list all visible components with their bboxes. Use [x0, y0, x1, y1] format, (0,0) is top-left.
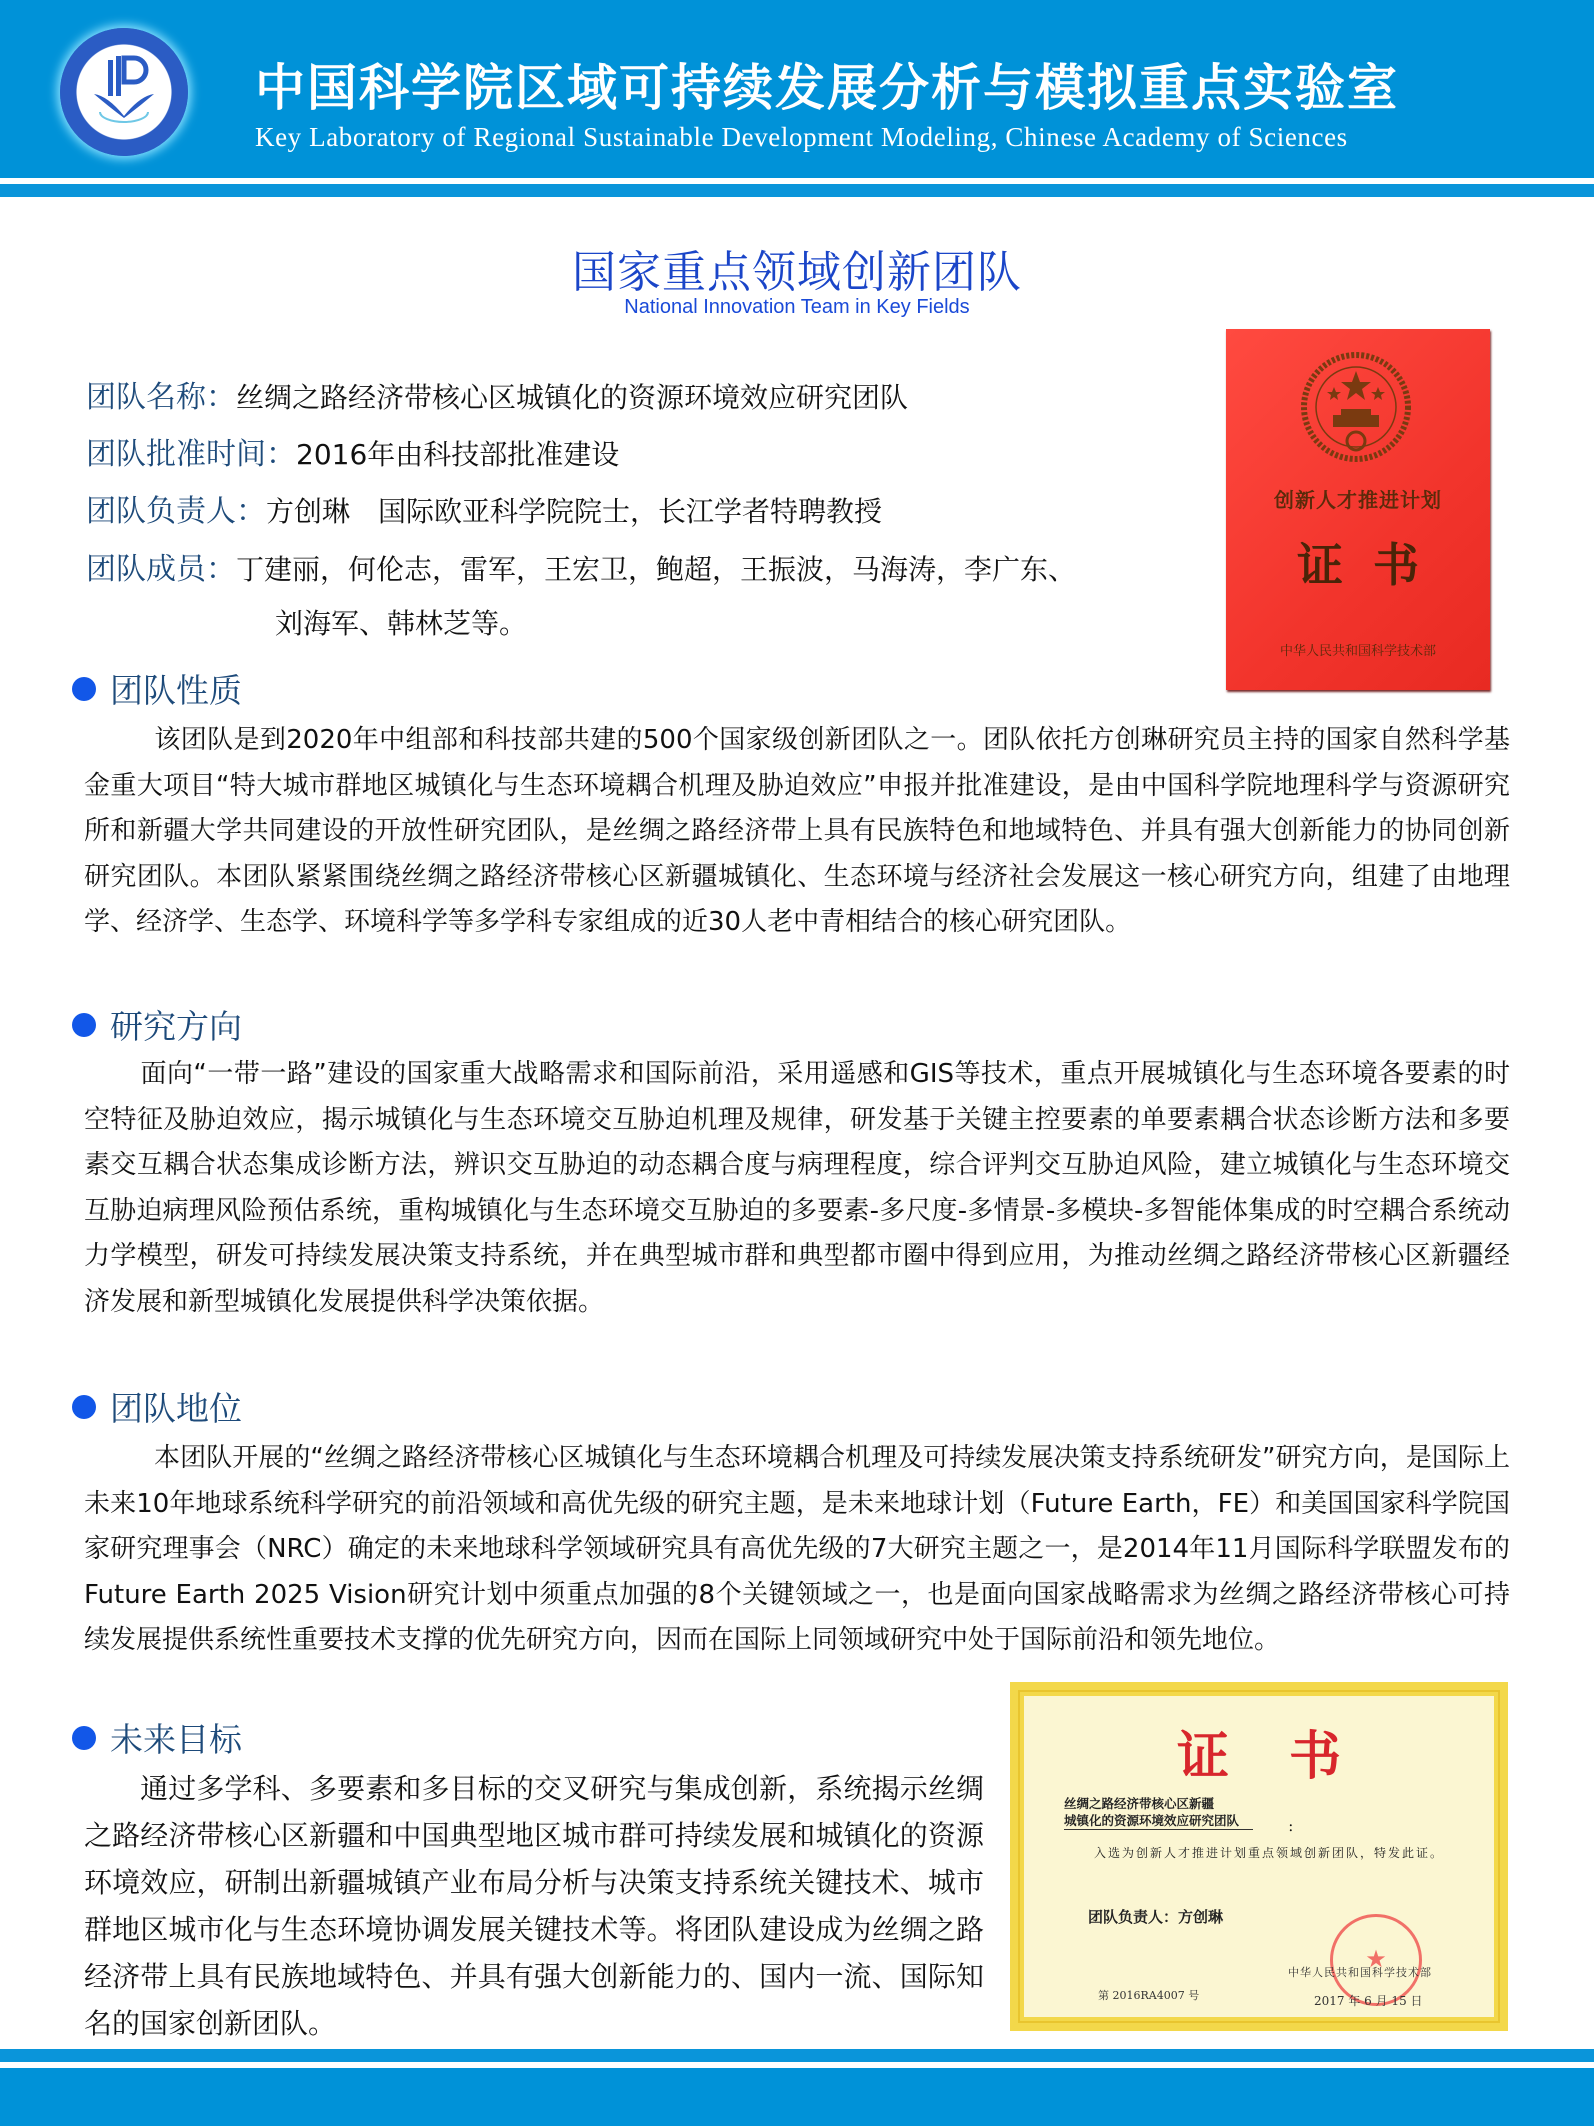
header-divider-blue: [0, 184, 1594, 197]
section-text: 通过多学科、多要素和多目标的交叉研究与集成创新，系统揭示丝绸之路经济带核心区新疆和中国典型地区城市群可持续发展和城镇化的资源环境效应，研制出新疆城镇产业布局分析与决策支持系统关键技术、城市群地区城市化与生态环境协调发展关键技术等。将团队建设成为丝绸之路经济带上具有民族地域特色、并具有强大创新能力的、国内一流、国际知名的国家创新团队。: [84, 1772, 984, 2040]
section-text: 本团队开展的“丝绸之路经济带核心区城镇化与生态环境耦合机理及可持续发展决策支持系统研发”研究方向，是国际上未来10年地球系统科学研究的前沿领域和高优先级的研究主题，是未来地球计划（Future Earth，FE）和美国国家科学院国家研究理事会（NRC）确定的未来地球科学领域研究具有高优先级的7大研究主题之一，是2014年11月国际科学联盟发布的Future Earth 2025 Vision研究计划中须重点加强的8个关键领域之一，也是面向国家战略需求为丝绸之路经济带核心可持续发展提供系统性重要技术支撑的优先研究方向，因而在国际上同领域研究中处于国际前沿和领先地位。: [84, 1443, 1510, 1655]
cover-program-text: 创新人才推进计划: [1274, 488, 1442, 512]
team-leader-row: [86, 486, 882, 530]
bullet-icon: [72, 1395, 96, 1419]
logo-building-icon: [90, 54, 158, 124]
team-name-value: 丝绸之路经济带核心区城镇化的资源环境效应研究团队: [236, 381, 909, 414]
footer-divider-blue: [0, 2049, 1594, 2062]
certificate-team-name: [1064, 1795, 1253, 1830]
approval-time-row: [86, 429, 619, 473]
section-body-nature: [84, 718, 1510, 946]
certificate-body: 入选为创新人才推进计划重点领域创新团队，特发此证。: [1094, 1846, 1445, 1860]
certificate-document-photo: [1010, 1682, 1508, 2031]
team-members-line1: 丁建丽，何伦志，雷军，王宏卫，鲍超，王振波，马海涛，李广东、: [236, 553, 1077, 586]
cover-title-text: 证书: [1297, 538, 1449, 592]
bullet-icon: [72, 677, 96, 701]
team-members-row: [86, 544, 1076, 588]
team-leader-label: 团队负责人：: [86, 494, 266, 529]
lab-logo: [60, 28, 188, 156]
section-title: 研究方向: [110, 1007, 242, 1046]
approval-time-value: 2016年由科技部批准建设: [296, 438, 620, 471]
section-body-status: [84, 1436, 1510, 1664]
national-emblem-icon: [1291, 349, 1421, 467]
team-members-label: 团队成员：: [86, 552, 236, 587]
certificate-issuer: 中华人民共和国科学技术部: [1288, 1966, 1432, 1979]
bullet-icon: [72, 1013, 96, 1037]
certificate-colon: ：: [1288, 1820, 1301, 1834]
lab-title-en: Key Laboratory of Regional Sustainable Development Modeling, Chinese Academy of Sciences: [255, 122, 1348, 152]
certificate-number: 第 2016RA4007 号: [1098, 1989, 1200, 2002]
certificate-date: 2017 年 6 月 15 日: [1314, 1994, 1423, 2008]
certificate-title: 证书: [1176, 1726, 1401, 1787]
bullet-icon: [72, 1726, 96, 1750]
approval-time-label: 团队批准时间：: [86, 437, 296, 472]
team-members-line2: 刘海军、韩林芝等。: [275, 607, 528, 640]
certificate-team-line2: 城镇化的资源环境效应研究团队: [1064, 1813, 1240, 1828]
footer-banner: [0, 2068, 1594, 2126]
certificate-team-line1: 丝绸之路经济带核心区新疆: [1064, 1796, 1215, 1811]
lab-title-cn: 中国科学院区域可持续发展分析与模拟重点实验室: [255, 59, 1399, 117]
certificate-cover-photo: [1226, 329, 1490, 690]
section-body-research: [84, 1052, 1510, 1325]
team-name-label: 团队名称：: [86, 380, 236, 415]
seal-star-icon: ★: [1365, 1945, 1387, 1973]
section-text: 面向“一带一路”建设的国家重大战略需求和国际前沿，采用遥感和GIS等技术，重点开展城镇化与生态环境各要素的时空特征及胁迫效应，揭示城镇化与生态环境交互胁迫机理及规律，研发基于关键主控要素的单要素耦合状态诊断方法和多要素交互耦合状态集成诊断方法，辨识交互胁迫的动态耦合度与病理程度，综合评判交互胁迫风险，建立城镇化与生态环境交互胁迫病理风险预估系统，重构城镇化与生态环境交互胁迫的多要素-多尺度-多情景-多模块-多智能体集成的时空耦合系统动力学模型，研发可持续发展决策支持系统，并在典型城市群和典型都市圈中得到应用，为推动丝绸之路经济带核心区新疆经济发展和新型城镇化发展提供科学决策依据。: [84, 1059, 1510, 1317]
certificate-leader: 团队负责人：方创琳: [1088, 1908, 1224, 1926]
section-title: 团队地位: [110, 1389, 242, 1428]
section-body-goals: [84, 1765, 984, 2047]
section-title: 未来目标: [110, 1720, 242, 1759]
page-subtitle: National Innovation Team in Key Fields: [624, 296, 970, 318]
section-title: 团队性质: [110, 671, 242, 710]
section-text: 该团队是到2020年中组部和科技部共建的500个国家级创新团队之一。团队依托方创琳研究员主持的国家自然科学基金重大项目“特大城市群地区城镇化与生态环境耦合机理及胁迫效应”申报并批准建设，是由中国科学院地理科学与资源研究所和新疆大学共同建设的开放性研究团队，是丝绸之路经济带上具有民族特色和地域特色、并具有强大创新能力的协同创新研究团队。本团队紧紧围绕丝绸之路经济带核心区新疆城镇化、生态环境与经济社会发展这一核心研究方向，组建了由地理学、经济学、生态学、环境科学等多学科专家组成的近30人老中青相结合的核心研究团队。: [84, 725, 1510, 937]
header-banner: [0, 0, 1594, 178]
page-title: 国家重点领域创新团队: [572, 247, 1022, 298]
team-name-row: [86, 372, 908, 416]
team-leader-value: 方创琳 国际欧亚科学院院士，长江学者特聘教授: [266, 495, 883, 528]
cover-issuer-text: 中华人民共和国科学技术部: [1279, 644, 1436, 659]
